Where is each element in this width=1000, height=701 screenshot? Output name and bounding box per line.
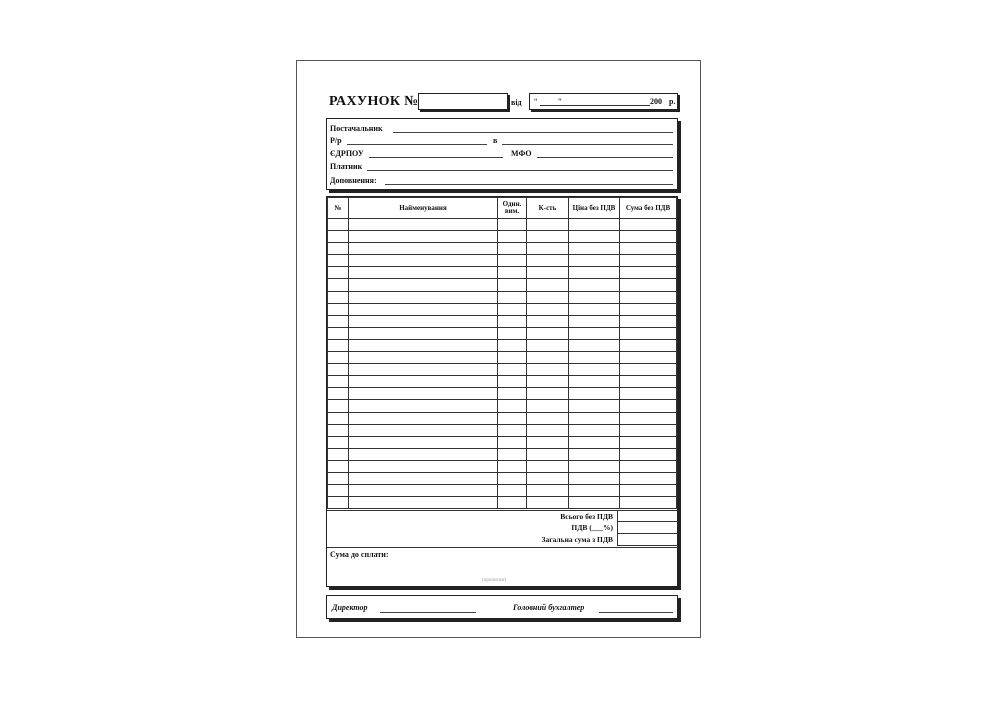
table-cell[interactable] <box>620 352 677 364</box>
table-cell[interactable] <box>569 303 620 315</box>
table-cell[interactable] <box>498 485 527 497</box>
signature-block <box>326 595 678 619</box>
table-cell[interactable] <box>569 291 620 303</box>
table-cell[interactable] <box>328 327 349 339</box>
table-cell[interactable] <box>569 243 620 255</box>
supplier-line[interactable] <box>393 132 673 133</box>
table-cell[interactable] <box>328 279 349 291</box>
quote-open: “ <box>534 97 538 106</box>
table-cell[interactable] <box>569 412 620 424</box>
table-cell[interactable] <box>349 303 498 315</box>
table-cell[interactable] <box>620 448 677 460</box>
table-row <box>328 436 677 448</box>
invoice-title: РАХУНОК № <box>329 94 419 109</box>
table-cell[interactable] <box>498 460 527 472</box>
table-cell[interactable] <box>527 497 569 509</box>
table-row <box>328 376 677 388</box>
table-cell[interactable] <box>620 376 677 388</box>
additions-label: Доповнення: <box>330 176 377 185</box>
table-cell[interactable] <box>527 424 569 436</box>
table-cell[interactable] <box>620 497 677 509</box>
year-suffix: р. <box>669 97 676 106</box>
table-cell[interactable] <box>569 339 620 351</box>
table-cell[interactable] <box>328 388 349 400</box>
table-cell[interactable] <box>620 231 677 243</box>
table-cell[interactable] <box>498 352 527 364</box>
table-cell[interactable] <box>569 376 620 388</box>
table-cell[interactable] <box>328 376 349 388</box>
account-line[interactable] <box>347 144 487 145</box>
table-cell[interactable] <box>349 339 498 351</box>
table-cell[interactable] <box>569 231 620 243</box>
invoice-date-field[interactable] <box>529 93 678 110</box>
table-row <box>328 219 677 231</box>
table-cell[interactable] <box>328 267 349 279</box>
table-cell[interactable] <box>620 219 677 231</box>
table-cell[interactable] <box>498 243 527 255</box>
table-cell[interactable] <box>328 339 349 351</box>
table-cell[interactable] <box>620 327 677 339</box>
items-table <box>327 197 677 509</box>
table-cell[interactable] <box>527 291 569 303</box>
table-cell[interactable] <box>620 388 677 400</box>
table-cell[interactable] <box>527 231 569 243</box>
col-quantity: К-сть <box>527 198 569 219</box>
table-cell[interactable] <box>569 255 620 267</box>
payment-divider <box>327 547 677 548</box>
table-cell[interactable] <box>349 279 498 291</box>
table-cell[interactable] <box>620 485 677 497</box>
table-cell[interactable] <box>328 243 349 255</box>
table-cell[interactable] <box>498 376 527 388</box>
table-cell[interactable] <box>498 219 527 231</box>
table-cell[interactable] <box>569 472 620 484</box>
table-cell[interactable] <box>349 243 498 255</box>
date-from-label: від <box>511 98 522 107</box>
table-cell[interactable] <box>620 255 677 267</box>
table-row <box>328 388 677 400</box>
director-label: Директор <box>332 603 368 612</box>
mfo-line[interactable] <box>537 157 673 158</box>
table-cell[interactable] <box>349 460 498 472</box>
table-row <box>328 339 677 351</box>
table-cell[interactable] <box>527 219 569 231</box>
table-cell[interactable] <box>349 327 498 339</box>
table-cell[interactable] <box>349 231 498 243</box>
payer-line[interactable] <box>367 170 673 171</box>
table-cell[interactable] <box>569 436 620 448</box>
bank-line[interactable] <box>502 144 673 145</box>
table-cell[interactable] <box>498 279 527 291</box>
table-cell[interactable] <box>527 436 569 448</box>
table-header-row <box>328 198 677 219</box>
table-cell[interactable] <box>527 460 569 472</box>
table-cell[interactable] <box>620 303 677 315</box>
table-cell[interactable] <box>328 485 349 497</box>
table-cell[interactable] <box>498 327 527 339</box>
table-cell[interactable] <box>328 424 349 436</box>
table-row <box>328 472 677 484</box>
bank-label: в <box>493 136 498 145</box>
table-cell[interactable] <box>349 219 498 231</box>
table-row <box>328 291 677 303</box>
table-cell[interactable] <box>569 219 620 231</box>
table-cell[interactable] <box>349 388 498 400</box>
table-cell[interactable] <box>527 472 569 484</box>
table-row <box>328 352 677 364</box>
table-row <box>328 460 677 472</box>
table-cell[interactable] <box>328 315 349 327</box>
col-name: Найменування <box>349 198 498 219</box>
table-cell[interactable] <box>527 315 569 327</box>
table-cell[interactable] <box>349 448 498 460</box>
table-cell[interactable] <box>349 315 498 327</box>
table-cell[interactable] <box>349 267 498 279</box>
table-cell[interactable] <box>328 412 349 424</box>
table-row <box>328 243 677 255</box>
total-with-vat-label: Загальна сума з ПДВ <box>541 535 613 544</box>
table-cell[interactable] <box>569 460 620 472</box>
table-cell[interactable] <box>328 219 349 231</box>
table-cell[interactable] <box>527 303 569 315</box>
table-cell[interactable] <box>498 497 527 509</box>
table-cell[interactable] <box>328 497 349 509</box>
table-cell[interactable] <box>620 436 677 448</box>
table-cell[interactable] <box>620 339 677 351</box>
table-cell[interactable] <box>498 303 527 315</box>
table-cell[interactable] <box>620 243 677 255</box>
table-cell[interactable] <box>527 327 569 339</box>
table-cell[interactable] <box>527 400 569 412</box>
table-cell[interactable] <box>349 255 498 267</box>
totals-value-cells[interactable] <box>617 510 678 546</box>
chief-accountant-signature-line[interactable] <box>599 612 673 613</box>
table-row <box>328 448 677 460</box>
table-cell[interactable] <box>527 243 569 255</box>
table-cell[interactable] <box>328 303 349 315</box>
supplier-label: Постачальник <box>330 124 383 133</box>
table-cell[interactable] <box>569 424 620 436</box>
table-cell[interactable] <box>569 327 620 339</box>
table-cell[interactable] <box>498 436 527 448</box>
table-row <box>328 400 677 412</box>
quote-close: ” <box>558 97 562 106</box>
table-row <box>328 497 677 509</box>
table-cell[interactable] <box>328 436 349 448</box>
table-row <box>328 255 677 267</box>
table-cell[interactable] <box>527 485 569 497</box>
table-cell[interactable] <box>349 352 498 364</box>
table-cell[interactable] <box>527 412 569 424</box>
year-label: 200 <box>650 97 662 106</box>
table-cell[interactable] <box>527 267 569 279</box>
col-unit: Один. вим. <box>498 198 527 219</box>
table-cell[interactable] <box>620 364 677 376</box>
table-cell[interactable] <box>328 472 349 484</box>
director-signature-line[interactable] <box>380 612 476 613</box>
table-cell[interactable] <box>349 400 498 412</box>
additions-line[interactable] <box>385 184 673 185</box>
col-number: № <box>328 198 349 219</box>
table-cell[interactable] <box>527 376 569 388</box>
invoice-form <box>296 60 701 638</box>
table-cell[interactable] <box>328 291 349 303</box>
table-row <box>328 303 677 315</box>
table-cell[interactable] <box>349 424 498 436</box>
table-row <box>328 267 677 279</box>
table-cell[interactable] <box>569 400 620 412</box>
col-price: Ціна без ПДВ <box>569 198 620 219</box>
table-cell[interactable] <box>527 448 569 460</box>
edrpou-line[interactable] <box>369 157 503 158</box>
table-row <box>328 485 677 497</box>
table-cell[interactable] <box>498 472 527 484</box>
table-cell[interactable] <box>498 267 527 279</box>
table-cell[interactable] <box>498 364 527 376</box>
table-row <box>328 327 677 339</box>
table-cell[interactable] <box>569 497 620 509</box>
table-cell[interactable] <box>527 339 569 351</box>
table-cell[interactable] <box>328 364 349 376</box>
table-cell[interactable] <box>498 412 527 424</box>
table-cell[interactable] <box>527 279 569 291</box>
table-cell[interactable] <box>527 364 569 376</box>
table-cell[interactable] <box>569 279 620 291</box>
table-cell[interactable] <box>620 424 677 436</box>
table-cell[interactable] <box>498 291 527 303</box>
table-cell[interactable] <box>349 472 498 484</box>
table-cell[interactable] <box>620 267 677 279</box>
edrpou-label: ЄДРПОУ <box>330 149 364 158</box>
mfo-label: МФО <box>511 149 532 158</box>
table-cell[interactable] <box>328 448 349 460</box>
table-cell[interactable] <box>349 436 498 448</box>
table-cell[interactable] <box>328 352 349 364</box>
table-row <box>328 315 677 327</box>
table-cell[interactable] <box>569 485 620 497</box>
table-cell[interactable] <box>328 460 349 472</box>
table-cell[interactable] <box>620 291 677 303</box>
table-cell[interactable] <box>328 255 349 267</box>
total-without-vat-label: Всього без ПДВ <box>560 512 613 521</box>
payment-note: (прописом) <box>482 578 507 583</box>
table-cell[interactable] <box>569 364 620 376</box>
table-cell[interactable] <box>328 231 349 243</box>
invoice-number-field[interactable] <box>418 93 508 110</box>
table-cell[interactable] <box>620 412 677 424</box>
items-block <box>326 196 678 587</box>
table-cell[interactable] <box>328 400 349 412</box>
table-row <box>328 231 677 243</box>
table-cell[interactable] <box>349 497 498 509</box>
table-cell[interactable] <box>498 448 527 460</box>
table-cell[interactable] <box>620 279 677 291</box>
table-cell[interactable] <box>349 376 498 388</box>
chief-accountant-label: Головний бухгалтер <box>513 603 585 612</box>
table-cell[interactable] <box>527 255 569 267</box>
payment-label: Сума до сплати: <box>330 550 389 559</box>
table-cell[interactable] <box>498 388 527 400</box>
table-row <box>328 424 677 436</box>
table-cell[interactable] <box>498 400 527 412</box>
table-cell[interactable] <box>349 364 498 376</box>
table-cell[interactable] <box>620 400 677 412</box>
table-row <box>328 412 677 424</box>
table-cell[interactable] <box>349 291 498 303</box>
table-cell[interactable] <box>349 412 498 424</box>
vat-label: ПДВ (___%) <box>571 523 613 532</box>
payer-label: Платник <box>330 162 363 171</box>
table-cell[interactable] <box>620 472 677 484</box>
table-row <box>328 364 677 376</box>
col-sum: Сума без ПДВ <box>620 198 677 219</box>
date-underline <box>540 105 650 106</box>
table-cell[interactable] <box>527 388 569 400</box>
table-cell[interactable] <box>498 231 527 243</box>
table-cell[interactable] <box>498 339 527 351</box>
table-cell[interactable] <box>569 388 620 400</box>
table-cell[interactable] <box>569 448 620 460</box>
table-cell[interactable] <box>498 424 527 436</box>
table-cell[interactable] <box>527 352 569 364</box>
account-label: Р/р <box>330 136 342 145</box>
table-cell[interactable] <box>569 267 620 279</box>
table-cell[interactable] <box>569 315 620 327</box>
table-row <box>328 279 677 291</box>
table-cell[interactable] <box>620 315 677 327</box>
table-cell[interactable] <box>349 485 498 497</box>
table-cell[interactable] <box>498 255 527 267</box>
table-cell[interactable] <box>498 315 527 327</box>
details-block <box>326 118 678 190</box>
table-cell[interactable] <box>569 352 620 364</box>
table-cell[interactable] <box>620 460 677 472</box>
